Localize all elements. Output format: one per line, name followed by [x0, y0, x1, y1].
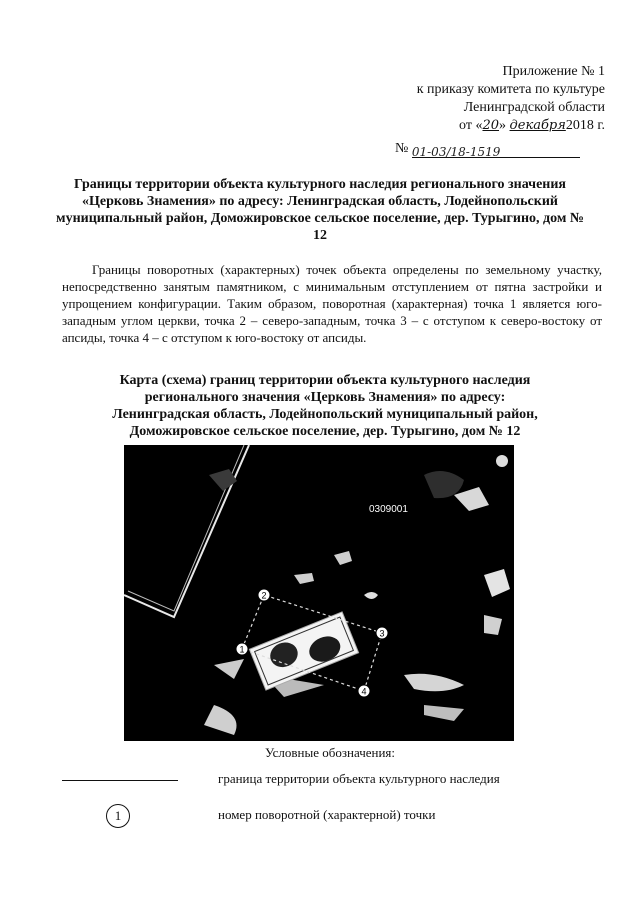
- point-3-label: 3: [379, 628, 385, 639]
- order-number: [395, 140, 595, 158]
- appendix-region: Ленинградской области: [463, 100, 605, 115]
- turning-point-2: [258, 589, 270, 601]
- point-1-label: 1: [239, 644, 245, 655]
- legend-boundary-text: граница территории объекта культурного наследия: [218, 771, 500, 786]
- boundary-map: [124, 445, 514, 741]
- appendix-header: [380, 63, 605, 135]
- turning-point-3: [376, 627, 388, 639]
- appendix-order-ref: к приказу комитета по культуре: [416, 82, 605, 97]
- description-paragraph: Границы поворотных (характерных) точек объекта определены по земельному участку, непосредственно занятым памятником, с минимальным отступлением от пятна застройки и упрощением конфигурации. Таким образом, поворотная (характерная) точка 1 является юго-западным углом церкви, точка 2 – северо-западным, точка 3 – с отступом к северо-востоку от апсиды, точка 4 – с отступом к юго-востоку от апсиды.: [62, 262, 602, 345]
- parcel-number-label: 0309001: [369, 504, 408, 515]
- document-title: Границы территории объекта культурного наследия регионального значения «Церковь Знамения» по адресу: Ленинградская область, Лодейнопольский муниципальный район, Доможировское сельское поселение, дер. Турыгино, дом № 12: [56, 177, 584, 243]
- map-title: Карта (схема) границ территории объекта культурного наследия регионального значения «Церковь Знамения» по адресу: Ленинградская область, Лодейнопольский муниципальный район, Доможировское сельское поселение, дер. Турыгино, дом № 12: [112, 373, 538, 439]
- date-day: 20: [482, 118, 500, 133]
- date-year: 2018 г.: [565, 118, 605, 133]
- legend-point-text: номер поворотной (характерной) точки: [218, 807, 436, 822]
- appendix-title: Приложение № 1: [502, 64, 605, 79]
- turning-point-1: [236, 643, 248, 655]
- number-field: [412, 143, 580, 158]
- point-2-label: 2: [261, 590, 267, 601]
- number-value: 01-03/18-1519: [411, 145, 501, 159]
- legend-boundary-line-sample: [62, 780, 178, 781]
- date-mid: »: [499, 118, 507, 133]
- map-image: [124, 445, 514, 741]
- date-prefix: от «: [459, 118, 483, 133]
- point-4-label: 4: [361, 686, 367, 697]
- date-month: декабря: [509, 118, 566, 133]
- turning-point-4: [358, 685, 370, 697]
- legend-title: Условные обозначения:: [264, 745, 396, 760]
- number-prefix: №: [395, 141, 409, 156]
- appendix-date: [380, 117, 605, 135]
- legend-point-symbol: 1: [106, 804, 130, 828]
